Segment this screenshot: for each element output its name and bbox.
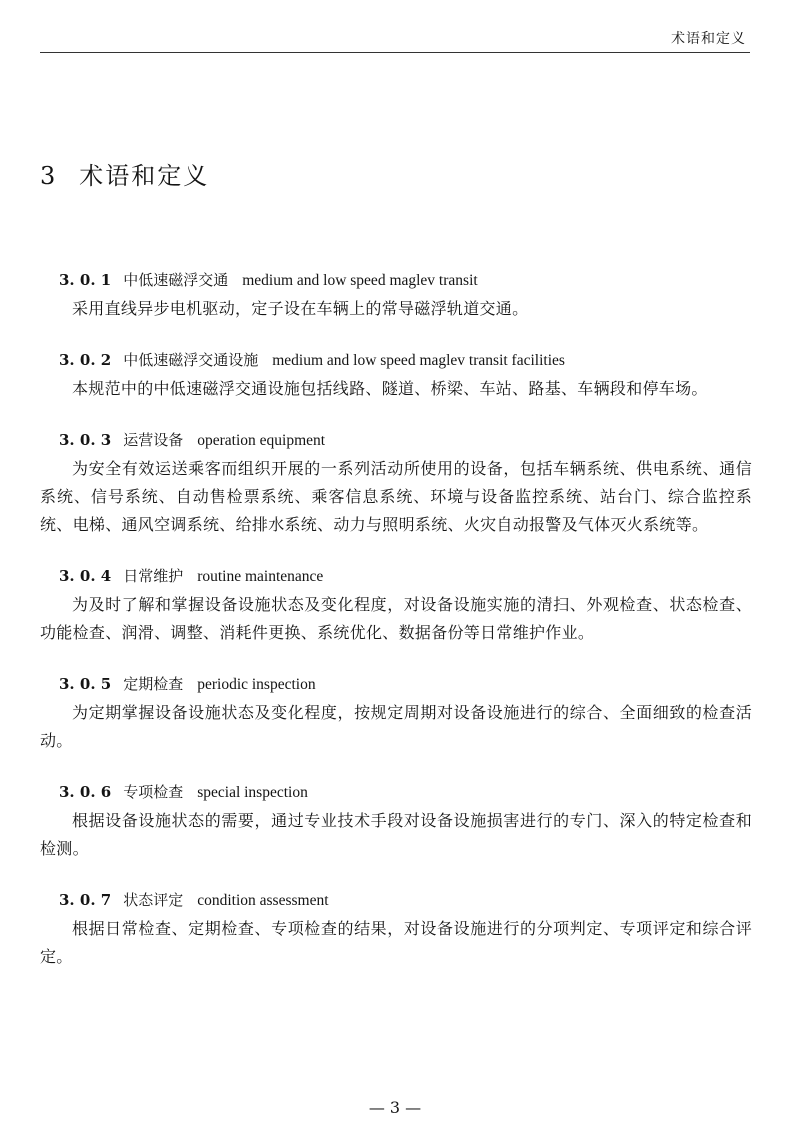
page-number: — 3 — [368,1098,422,1117]
term-line [59,266,752,295]
chapter-number: 3 [40,162,58,190]
running-header: 术语和定义 [671,31,746,47]
term-line [59,562,752,591]
term-chinese: 定期检查 [123,675,184,693]
term-definition: 为定期掌握设备设施状态及变化程度，按规定周期对设备设施进行的综合、全面细致的检查活动。 [40,703,752,750]
term-definition: 本规范中的中低速磁浮交通设施包括线路、隧道、桥梁、车站、路基、车辆段和停车场。 [72,379,708,398]
term-entry [40,562,752,647]
term-english: special inspection [197,784,308,801]
chapter-heading [40,156,209,191]
term-english: routine maintenance [197,568,324,585]
term-line [59,346,752,375]
term-entry [40,346,752,403]
term-number: 3. 0. 5 [59,675,112,693]
term-number: 3. 0. 1 [59,271,112,289]
term-chinese: 日常维护 [123,567,184,585]
term-english: operation equipment [197,432,326,449]
term-entry [40,670,752,755]
term-number: 3. 0. 3 [59,431,112,449]
term-entry [40,778,752,863]
term-list [40,266,752,994]
term-english: condition assessment [197,892,329,909]
term-definition: 根据设备设施状态的需要，通过专业技术手段对设备设施损害进行的专门、深入的特定检查和检测。 [40,811,752,858]
term-line [59,886,752,915]
term-chinese: 状态评定 [123,891,184,909]
term-english: medium and low speed maglev transit facilities [272,352,565,369]
term-entry [40,426,752,539]
term-english: periodic inspection [197,676,316,693]
term-chinese: 专项检查 [123,783,184,801]
header-rule [40,52,750,53]
term-number: 3. 0. 4 [59,567,112,585]
term-definition: 为安全有效运送乘客而组织开展的一系列活动所使用的设备，包括车辆系统、供电系统、通信系统、信号系统、自动售检票系统、乘客信息系统、环境与设备监控系统、站台门、综合监控系统、电梯、通风空调系统、给排水系统、动力与照明系统、火灾自动报警及气体灭火系统等。 [40,459,752,534]
term-number: 3. 0. 2 [59,351,112,369]
term-entry [40,266,752,323]
term-entry [40,886,752,971]
term-definition: 采用直线异步电机驱动，定子设在车辆上的常导磁浮轨道交通。 [72,299,529,318]
term-line [59,670,752,699]
term-definition: 根据日常检查、定期检查、专项检查的结果，对设备设施进行的分项判定、专项评定和综合评定。 [40,919,752,966]
chapter-title: 术语和定义 [79,162,210,190]
term-line [59,778,752,807]
term-definition: 为及时了解和掌握设备设施状态及变化程度，对设备设施实施的清扫、外观检查、状态检查、功能检查、润滑、调整、消耗件更换、系统优化、数据备份等日常维护作业。 [40,595,752,642]
term-line [59,426,752,455]
term-chinese: 中低速磁浮交通 [123,271,229,289]
term-chinese: 中低速磁浮交通设施 [123,351,259,369]
term-english: medium and low speed maglev transit [242,272,478,289]
term-number: 3. 0. 7 [59,891,112,909]
term-number: 3. 0. 6 [59,783,112,801]
term-chinese: 运营设备 [123,431,184,449]
